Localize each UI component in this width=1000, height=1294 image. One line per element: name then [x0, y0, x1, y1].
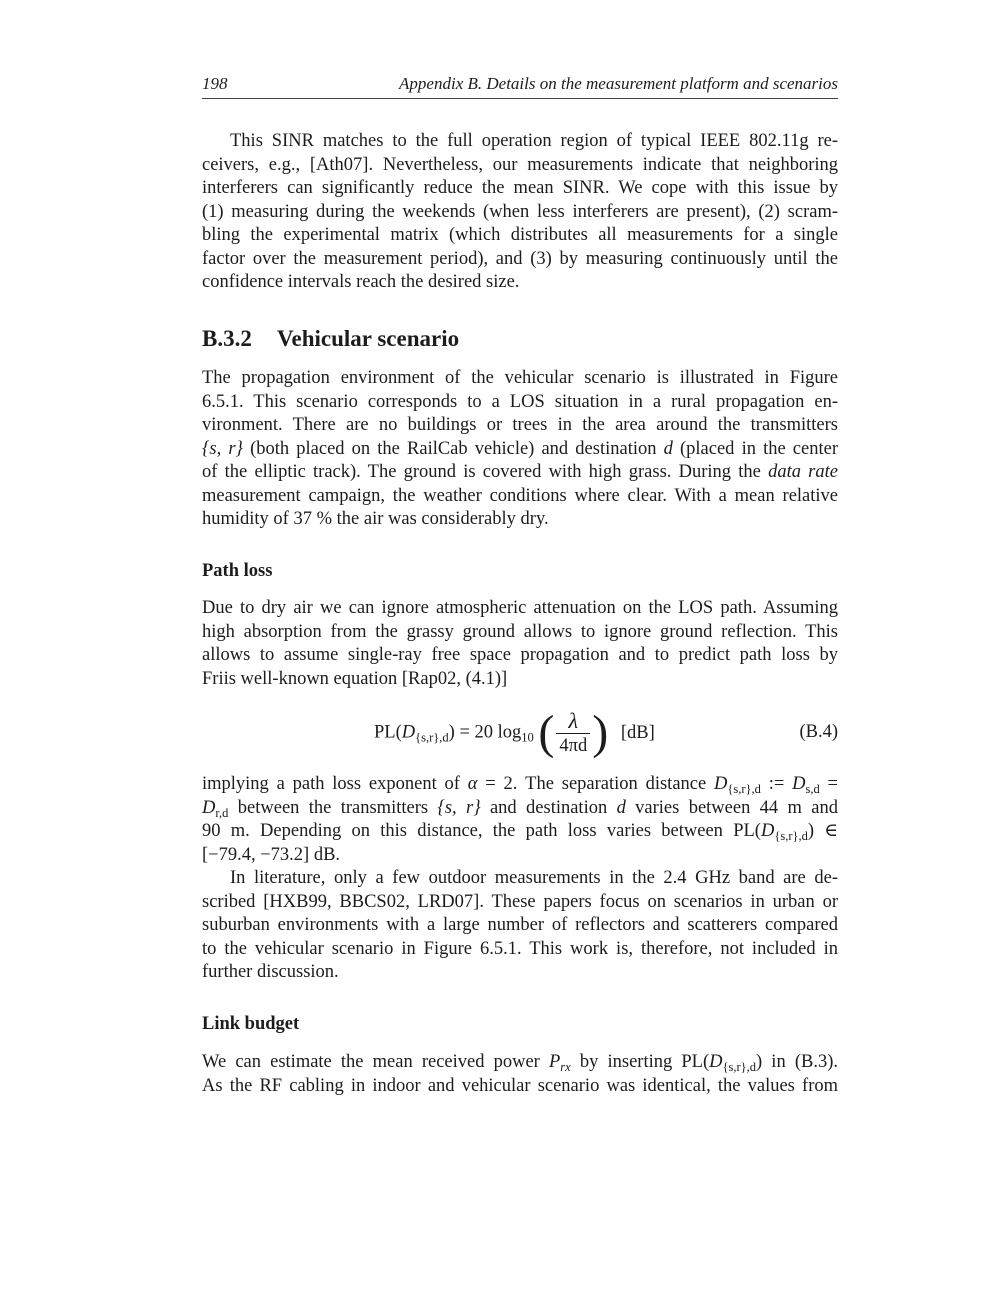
text-line: humidity of 37 % the air was considerably dry. [202, 509, 549, 529]
text-line: As the RF cabling in indoor and vehicular scenario was identical, the values from [202, 1075, 838, 1096]
text-line: suburban environments with a large number of reflectors and scatterers compared [202, 915, 838, 935]
text-line: Due to dry air we can ignore atmospheric attenuation on the LOS path. Assuming [202, 598, 838, 618]
text-line: 90 m. Depending on this distance, the path loss varies between $PL(D_{\{s,r\},d})$ ∈ [202, 821, 839, 843]
text-line: to the vehicular scenario in Figure 6.5.1. This work is, therefore, not included in [202, 938, 838, 959]
equation-b4 [202, 704, 838, 762]
paragraph-vehicular [202, 367, 838, 532]
running-head [202, 74, 838, 99]
text-line: implying a path loss exponent of α = 2. The separation distance $D_{\{s,r\},d}$ := $D_{s,d}$ = [202, 774, 838, 796]
text-line: allows to assume single-ray free space propagation and to predict path loss by [202, 645, 838, 665]
text-line: ceivers, e.g., [Ath07]. Nevertheless, our measurements indicate that neighboring [202, 154, 838, 175]
running-head-title: Appendix B. Details on the measurement platform and scenarios [399, 74, 838, 93]
paragraph-sinr [202, 130, 838, 295]
right-paren: ) [592, 706, 609, 759]
text-line: Friis well-known equation [Rap02, (4.1)] [202, 668, 508, 689]
equation-body: $PL(D_{\{s,r\},d}) = 20$ $\log_{10}$ ( $\frac{\lambda}{4\pi d}$ ) [dB] [374, 706, 655, 759]
text-line: scribed [HXB99, BBCS02, LRD07]. These papers focus on scenarios in urban or [202, 891, 838, 912]
subheading-path-loss: Path loss [202, 561, 273, 581]
paragraph-path-loss [202, 597, 838, 691]
emphasis-text: data rate [768, 462, 838, 482]
text-line: of the elliptic track). The ground is covered with high grass. During the data rate [202, 462, 838, 482]
section-heading [202, 326, 459, 352]
section-number: B.3.2 [202, 326, 252, 351]
text-line: [−79.4, −73.2] dB. [202, 844, 341, 865]
text-line: {s, r} (both placed on the RailCab vehicle) and destination d (placed in the center [202, 438, 838, 459]
text-line: high absorption from the grassy ground allows to ignore ground reflection. This [202, 621, 838, 642]
page-number: 198 [202, 74, 228, 93]
text-line: further discussion. [202, 962, 339, 982]
text-line: interferers can significantly reduce the mean SINR. We cope with this issue by [202, 178, 838, 198]
fraction-denominator: 4πd [559, 735, 588, 756]
paragraph-literature [202, 867, 838, 985]
text-line: confidence intervals reach the desired size. [202, 272, 520, 292]
text-line: We can estimate the mean received power $P_{rx}$ by inserting $PL(D_{\{s,r\},d})$ in (B.3). [202, 1052, 838, 1074]
text-line: The propagation environment of the vehicular scenario is illustrated in Figure [202, 368, 838, 388]
text-line: (1) measuring during the weekends (when less interferers are present), (2) scram- [202, 201, 838, 222]
math-var: d [663, 438, 673, 459]
text-line: This SINR matches to the full operation region of typical IEEE 802.11g re- [230, 131, 838, 151]
text-line: $D_{r,d}$ between the transmitters {s, r} and destination d varies between 44 m and [202, 797, 838, 820]
math-set: {s, r} [202, 438, 243, 459]
text-line: measurement campaign, the weather conditions where clear. With a mean relative [202, 485, 838, 506]
section-title: Vehicular scenario [277, 326, 460, 351]
paragraph-link-budget [202, 1051, 838, 1098]
fraction-numerator: λ [556, 709, 590, 734]
left-paren: ( [538, 706, 555, 759]
subheading-link-budget: Link budget [202, 1014, 300, 1034]
text-line: bling the experimental matrix (which distributes all measurements for a single [202, 225, 838, 245]
fraction [556, 709, 590, 758]
text-line: In literature, only a few outdoor measurements in the 2.4 GHz band are de- [230, 868, 838, 888]
text-line: 6.5.1. This scenario corresponds to a LOS situation in a rural propagation en- [202, 391, 838, 412]
paragraph-exponent [202, 773, 838, 867]
equation-label: (B.4) [799, 722, 838, 742]
text-line: factor over the measurement period), and (3) by measuring continuously until the [202, 248, 838, 269]
text-line: vironment. There are no buildings or trees in the area around the transmitters [202, 415, 838, 435]
